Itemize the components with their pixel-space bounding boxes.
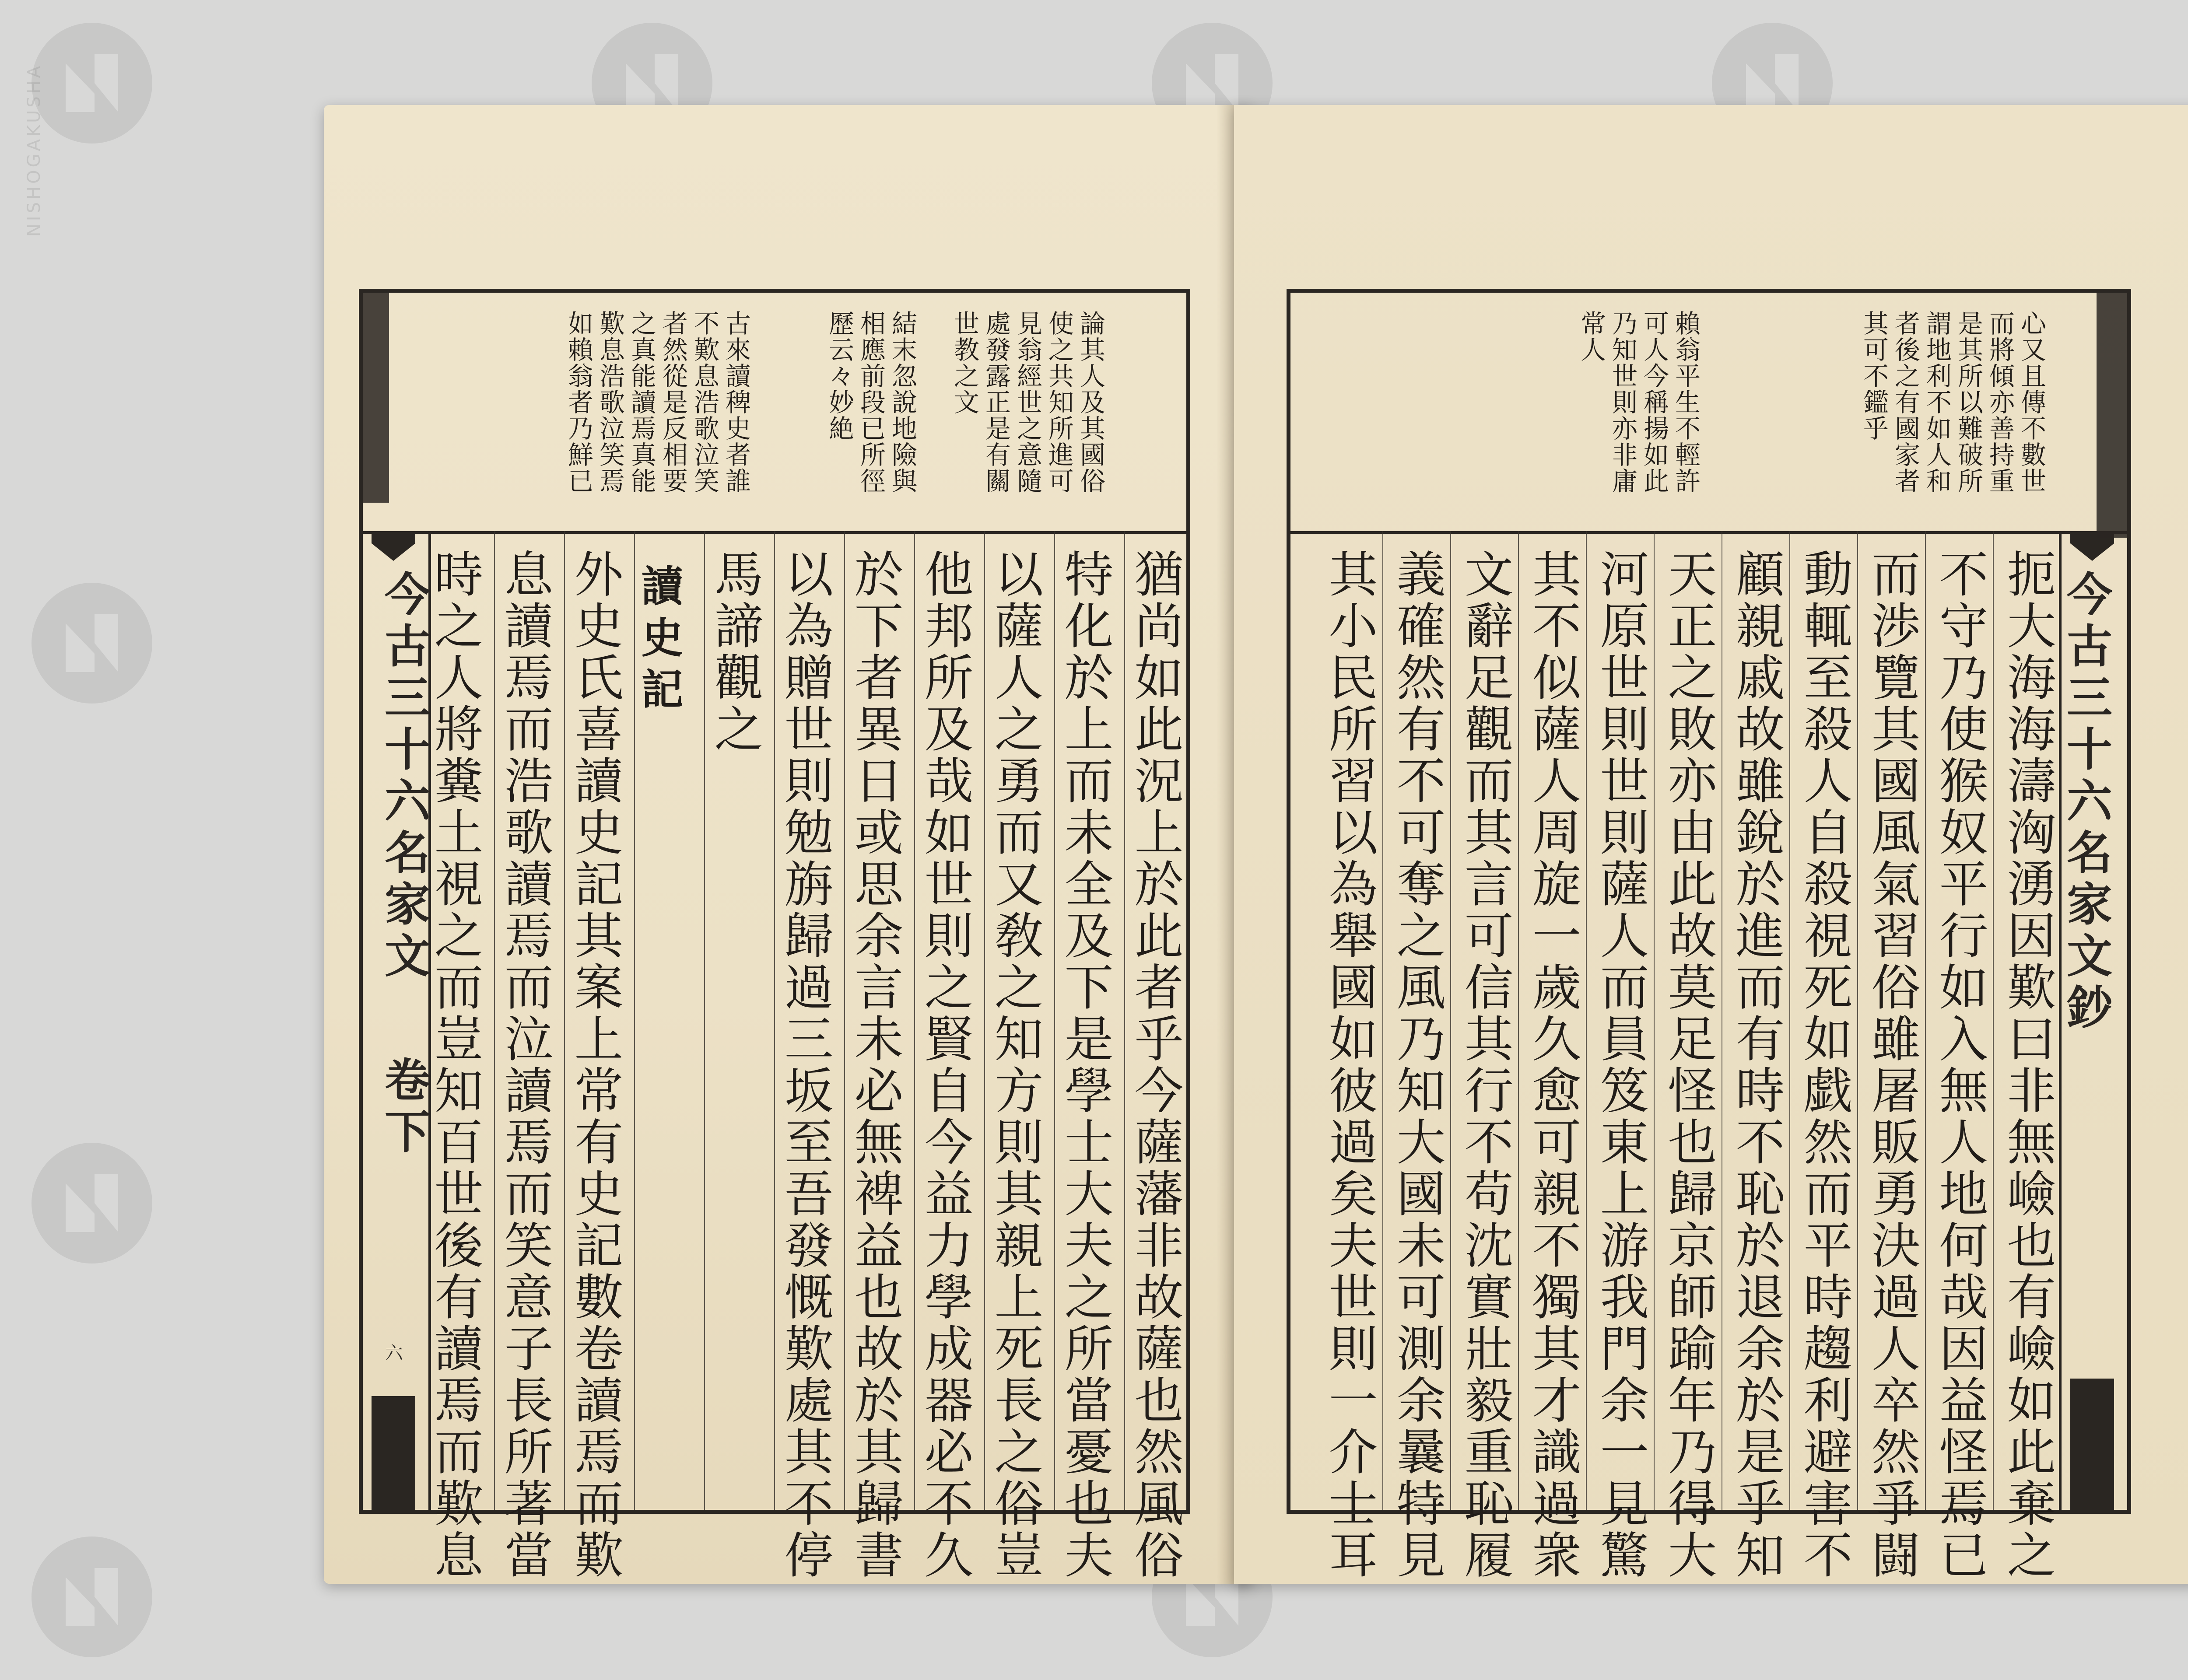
header-note: 者然從是反相要 bbox=[658, 310, 688, 494]
header-note: 乃知世則亦非庸 bbox=[1608, 310, 1637, 494]
watermark-brand-text: NISHOGAKUSHA bbox=[24, 63, 45, 237]
header-note: 處發露正是有關 bbox=[981, 310, 1011, 494]
header-note: 者後之有國家者 bbox=[1890, 310, 1920, 494]
section-title: 讀史記 bbox=[635, 564, 684, 719]
text-column: 動輒至殺人自殺視死如戯然而平時趨利避害不 bbox=[1795, 549, 1852, 1581]
page-number: 六 bbox=[382, 1344, 403, 1361]
header-note: 論其人及其國俗 bbox=[1076, 310, 1105, 494]
text-column: 於下者異日或思余言未必無裨益也故於其歸書 bbox=[846, 549, 903, 1581]
header-note: 是其所以難破所 bbox=[1953, 310, 1983, 494]
text-column: 猶尚如此況上於此者乎今薩藩非故薩也然風俗 bbox=[1126, 549, 1183, 1581]
text-column: 不守乃使猴奴平行如入無人地何哉因益怪焉已 bbox=[1931, 549, 1988, 1581]
text-column: 文辭足觀而其言可信其行不苟沈實壯毅重恥履 bbox=[1456, 549, 1513, 1581]
spine-title: 今古三十六名家文鈔 bbox=[2059, 570, 2113, 1035]
text-column: 以薩人之勇而又敎之知方則其親上死長之俗豈 bbox=[986, 549, 1043, 1581]
text-column: 馬諦觀之 bbox=[706, 549, 763, 755]
header-note: 賴翁平生不輕許 bbox=[1671, 310, 1701, 494]
text-column: 扼大海海濤洶湧因歎曰非無嶮也有嶮如此棄之 bbox=[1999, 549, 2056, 1581]
header-note: 謂地利不如人和 bbox=[1922, 310, 1952, 494]
right-page-frame bbox=[1287, 289, 2131, 1581]
text-column: 義確然有不可奪之風乃知大國未可測余曩特見 bbox=[1389, 549, 1445, 1581]
text-column: 顧親戚故雖銳於進而有時不恥於退余於是乎知 bbox=[1728, 549, 1785, 1581]
header-note: 使之共知所進可 bbox=[1044, 310, 1074, 494]
spine-volume: 卷下 bbox=[377, 1056, 431, 1159]
header-note: 相應前段已所徑 bbox=[856, 310, 886, 494]
header-note: 可人今稱揚如此 bbox=[1639, 310, 1669, 494]
text-column: 而渉覽其國風氣習俗雖屠販勇決過人卒然爭闘 bbox=[1863, 549, 1920, 1581]
text-column: 他邦所及哉如世則之賢自今益力學成器必不久 bbox=[916, 549, 973, 1581]
right-page bbox=[1234, 105, 2188, 1584]
spine-title: 今古三十六名家文 bbox=[377, 570, 431, 984]
header-note: 之真能讀焉真能 bbox=[627, 310, 656, 494]
text-column: 天正之敗亦由此故莫足怪也歸京師踰年乃得大 bbox=[1660, 549, 1717, 1581]
text-column: 以為贈世則勉旃歸過三坂至吾發慨歎處其不停 bbox=[776, 549, 833, 1581]
right-page-spine bbox=[2059, 531, 2127, 1510]
watermark-logo-icon bbox=[26, 578, 158, 709]
header-note: 世教之文 bbox=[950, 310, 979, 415]
header-note: 古來讀稗史者誰 bbox=[721, 310, 751, 494]
watermark-logo-icon bbox=[26, 18, 158, 149]
text-column: 外史氏喜讀史記其案上常有史記數卷讀焉而歎 bbox=[566, 549, 623, 1581]
header-note: 見翁經世之意隨 bbox=[1013, 310, 1042, 494]
left-page bbox=[324, 105, 1252, 1584]
text-column: 河原世則世則薩人而員笈東上游我門余一見驚 bbox=[1592, 549, 1649, 1581]
header-note: 不歎息浩歌泣笑 bbox=[690, 310, 719, 494]
left-header-notes bbox=[363, 293, 1186, 534]
header-note: 歷云々妙絶 bbox=[824, 310, 854, 441]
header-note: 如賴翁者乃鮮已 bbox=[564, 310, 593, 494]
header-note: 其可不鑑乎 bbox=[1859, 310, 1889, 441]
text-column: 時之人將糞土視之而豈知百世後有讀焉而歎息 bbox=[426, 549, 483, 1581]
header-note: 結末忽說地險與 bbox=[887, 310, 917, 494]
open-book bbox=[324, 88, 2184, 1597]
header-note: 歎息浩歌泣笑焉 bbox=[595, 310, 625, 494]
header-note: 而將傾亦善持重 bbox=[1985, 310, 2015, 494]
header-note: 常人 bbox=[1576, 310, 1606, 363]
left-page-frame bbox=[359, 289, 1190, 1581]
watermark-logo-icon bbox=[26, 1138, 158, 1269]
left-page-spine bbox=[363, 531, 431, 1510]
header-note: 心又且傳不數世 bbox=[2016, 310, 2046, 494]
text-column: 其小民所習以為舉國如彼過矣夫世則一介士耳 bbox=[1321, 549, 1378, 1581]
text-column: 其不似薩人周旋一歲久愈可親不獨其才識過衆 bbox=[1524, 549, 1581, 1581]
watermark-logo-icon bbox=[26, 1531, 158, 1662]
text-column: 特化於上而未全及下是學士大夫之所當憂也夫 bbox=[1056, 549, 1113, 1581]
right-header-notes bbox=[1290, 293, 2127, 534]
text-column: 息讀焉而浩歌讀焉而泣讀焉而笑意子長所著當 bbox=[496, 549, 553, 1581]
